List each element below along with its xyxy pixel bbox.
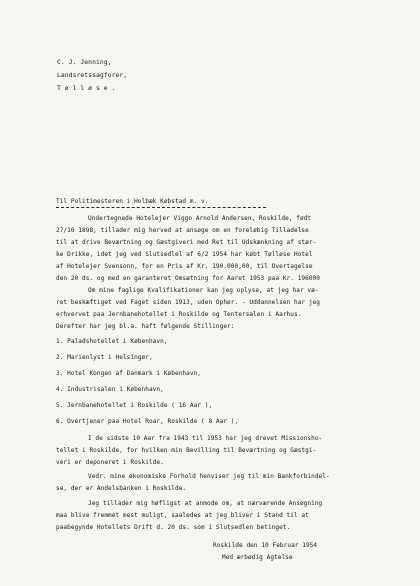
sender-city: T ø l l ø s e . — [57, 84, 116, 92]
body-line-3: til at drive Beværtning og Gæstgiveri med Ret til Udskænkning af stær- — [56, 239, 317, 246]
sender-name: C. J. Jenning, — [57, 58, 112, 66]
body-line-8: ret beskæftiget ved Faget siden 1913, uden Ophør. - Uddannelsen har jeg — [56, 299, 321, 306]
closing-line: tellet i Roskilde, for hvilken min Bevilling til Beværtning og Gæstgi- — [56, 447, 317, 454]
closing-line: I de sidste 10 Aar fra 1943 til 1953 har jeg drevet Missionsho- — [88, 435, 323, 442]
body-line-2: 27/10 1898, tillader mig herved at ansøge om en foreløbig Tilladelse — [56, 227, 309, 234]
body-line-6: den 20 ds. og med en garanteret Omsætning for Aaret 1953 paa Kr. 196000 — [56, 275, 321, 282]
dateline: Roskilde den 10 Februar 1954 — [213, 542, 318, 549]
body-line-10: Derefter har jeg bl.a. haft følgende Stillinger: — [56, 323, 235, 330]
position-item: 5. Jernbanehotellet i Roskilde ( 16 Aar ), — [56, 402, 213, 409]
salutation: Med ærbødig Agtelse — [222, 554, 293, 561]
position-item: 1. Paladshotellet i København, — [56, 338, 168, 345]
position-item: 3. Hotel Kongen af Danmark i København, — [56, 370, 202, 377]
position-item: 6. Overtjener paa Hotel Roar, Roskilde ( 8 Aar ), — [56, 418, 239, 425]
closing-line: paabegynde Hotellets Drift d. 20 ds. som i Slutsedlen betinget. — [56, 524, 291, 531]
position-item: 2. Marienlyst i Helsingør, — [56, 354, 153, 361]
sender-title: Landsretssagforer, — [57, 71, 128, 79]
closing-line: Jeg tillader mig høfligst at anmode om, at nærværende Ansøgning — [88, 500, 323, 507]
body-line-7: Om mine faglige Kvalifikationer kan jeg oplyse, at jeg har væ- — [88, 287, 319, 294]
closing-line: se, der er Andelsbanken i Roskilde. — [56, 485, 187, 492]
body-line-1: Undertegnede Hotelejer Viggo Arnold Andersen, Roskilde, født — [88, 215, 312, 222]
closing-line: veri er deponeret i Roskilde. — [56, 459, 164, 466]
body-line-4: ke Drikke, idet jeg ved Slutsedlel af 6/2 1954 har købt Tølløse Hotel — [56, 251, 313, 258]
recipient-line: Til Politimesteren i Holbæk Købstad m. v. — [56, 198, 209, 205]
closing-line: maa blive fremmet mest muligt, saaledes at jeg bliver i Stand til at — [56, 512, 309, 519]
body-line-9: erhvervet paa Jernbanehotellet i Roskilde og Tentersalen i Aarhus. — [56, 311, 302, 318]
recipient-underline — [56, 207, 266, 208]
position-item: 4. Industrisalen i København, — [56, 386, 164, 393]
body-line-5: af Hotelejer Svensonn, for en Pris af Kr. 190.000,00, til Overtagelse — [56, 263, 313, 270]
closing-line: Vedr. mine økonomiske Forhold henviser jeg til min Bankforbindel- — [88, 473, 330, 480]
